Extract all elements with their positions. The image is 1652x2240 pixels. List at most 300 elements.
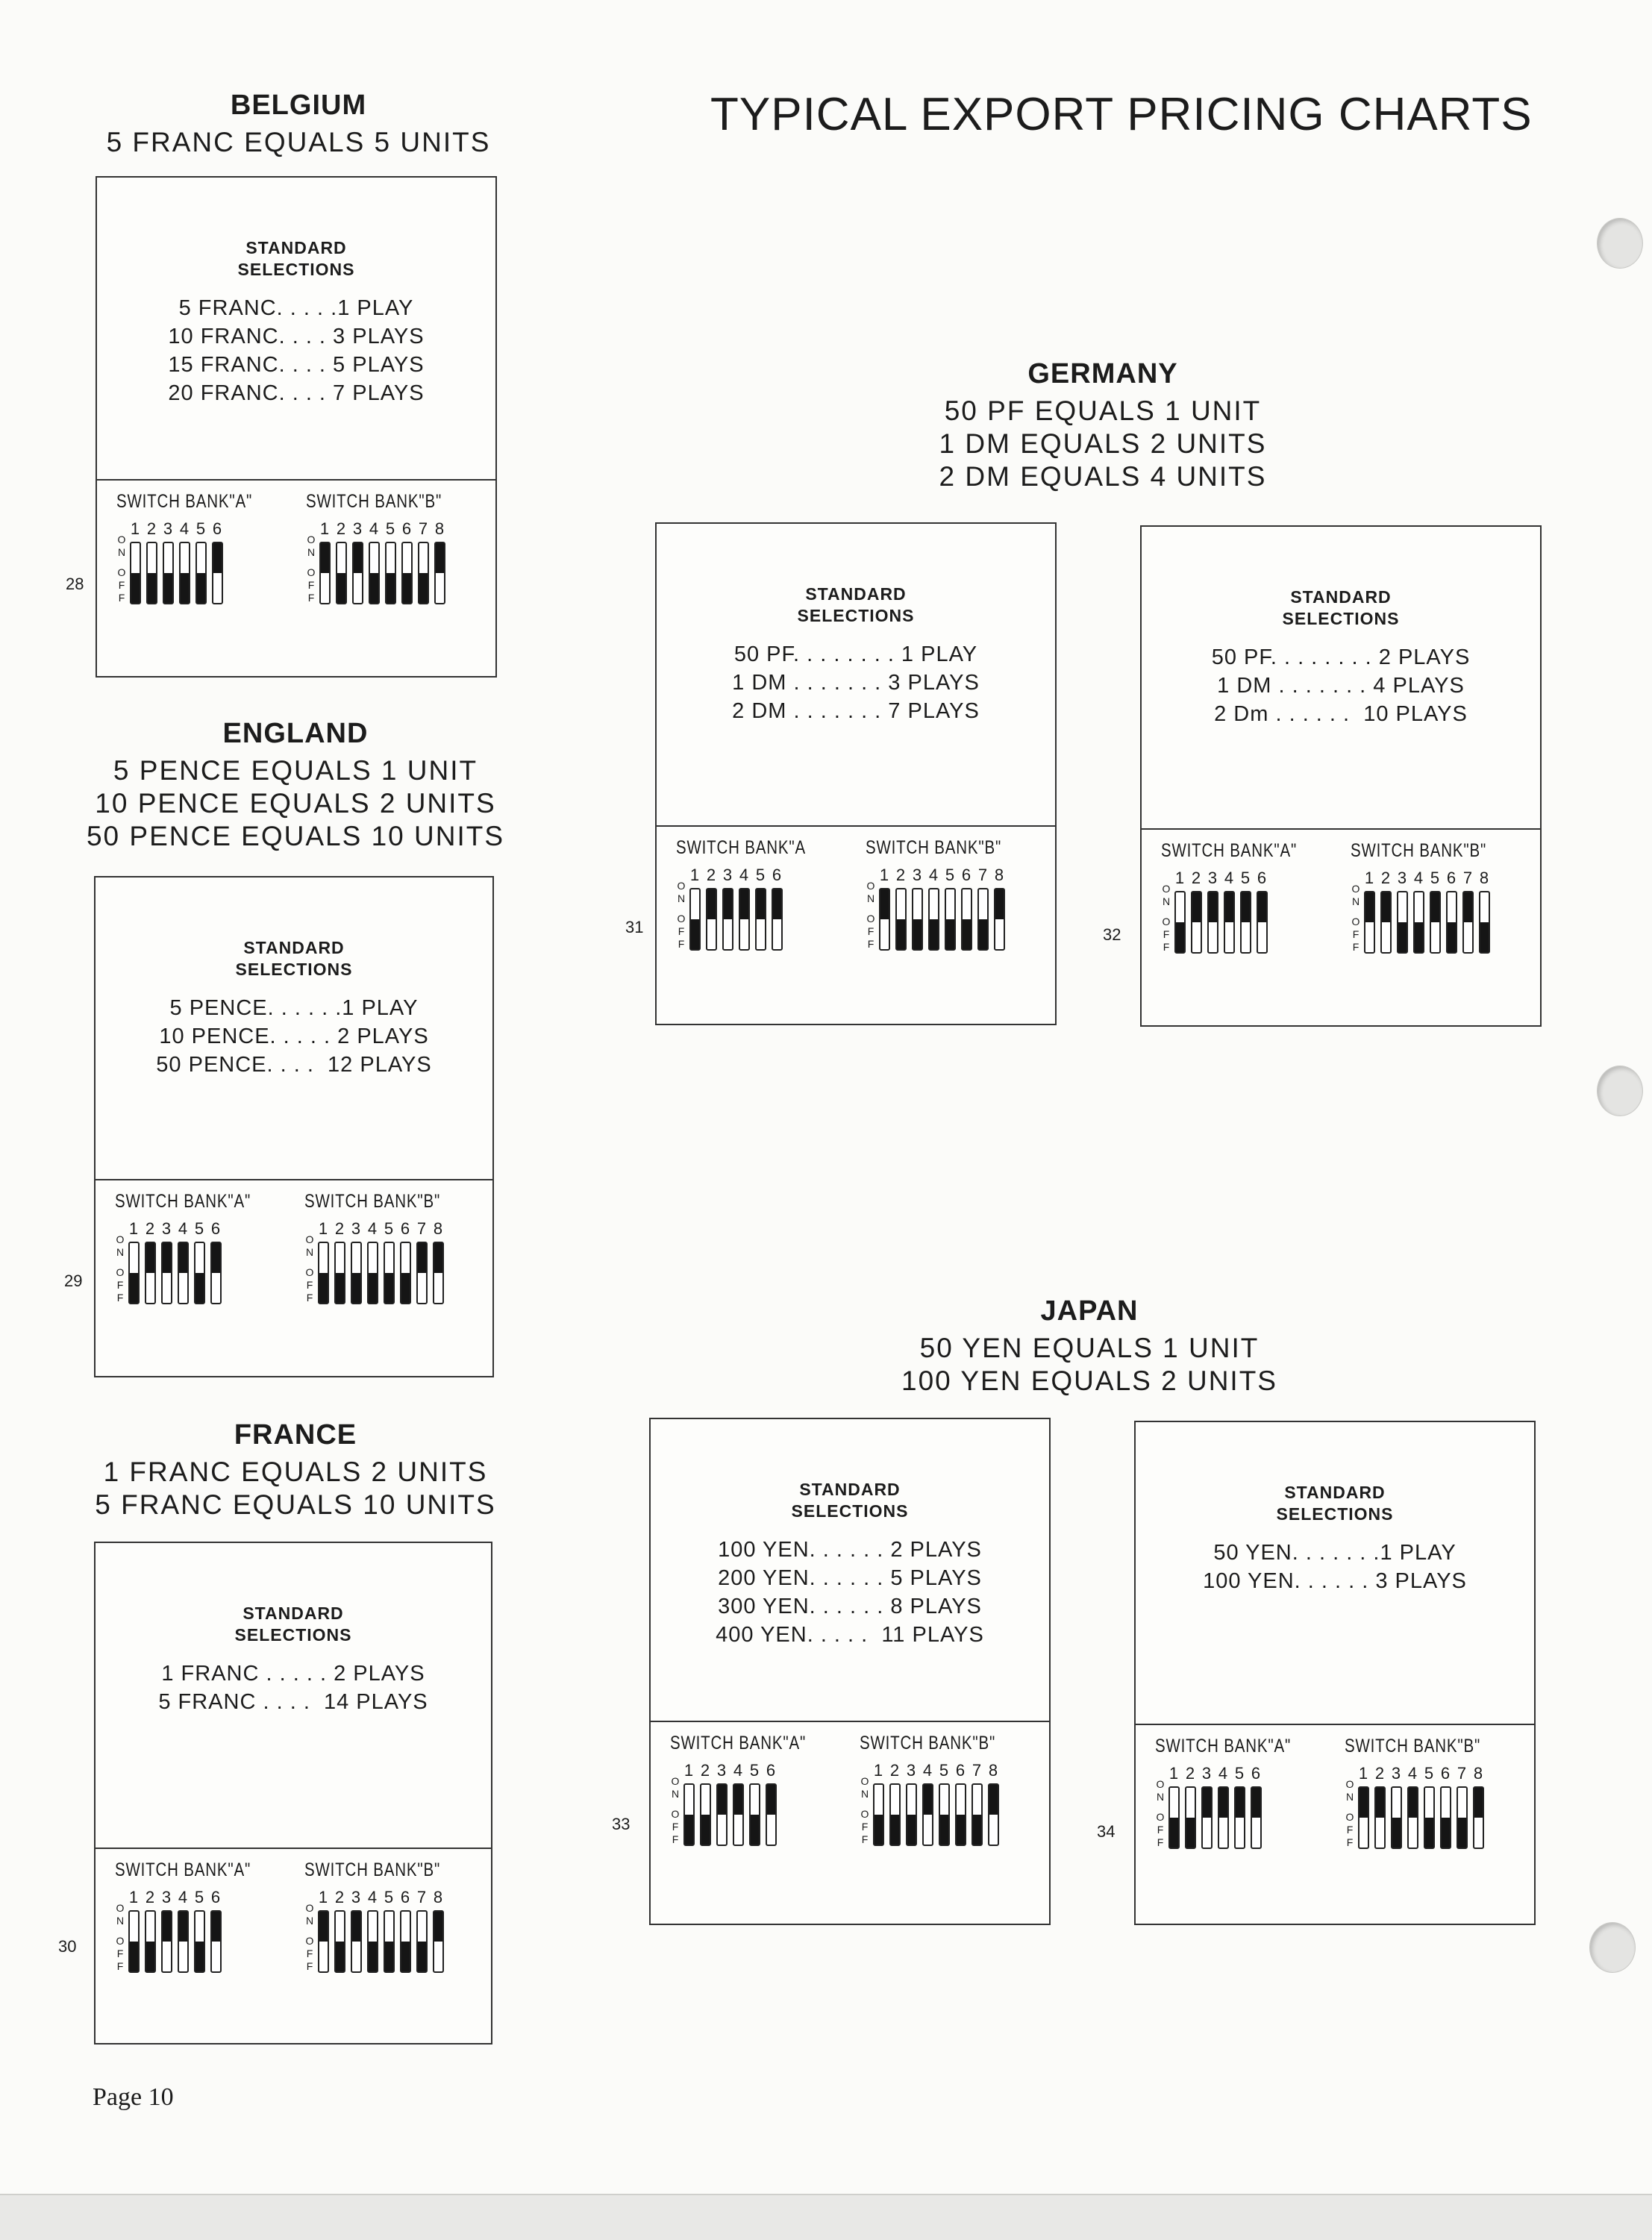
dip-switch-lever [930,919,938,949]
on-off-letter: F [116,1948,124,1959]
switch-number: 8 [433,1888,443,1906]
switch-number: 3 [161,1888,172,1906]
dip-switch-lever [701,1815,710,1845]
on-off-letter: O [1351,883,1360,895]
dip-switch-4[interactable] [369,542,380,604]
selections-list [1142,643,1540,728]
dip-switch-8[interactable] [433,1242,444,1304]
dip-switch-5[interactable] [1240,891,1251,954]
dip-switch-3[interactable] [1201,1786,1213,1849]
selection-line: 10 FRANC. . . . 3 PLAYS [168,325,425,348]
on-off-letter: F [306,1948,313,1959]
dip-switch-2[interactable] [1185,1786,1196,1849]
dip-switch-7[interactable] [1457,1786,1468,1849]
dip-switch-lever [1464,892,1472,922]
dip-switch-lever [434,1912,442,1942]
dip-switch-lever [1236,1788,1244,1818]
on-off-letter: O [117,566,126,578]
dip-switch-lever [1442,1818,1450,1848]
country-name: ENGLAND [222,718,369,749]
dip-switch-4[interactable] [179,542,190,604]
standard-selections-area [1136,1422,1534,1725]
selection-line: 100 YEN. . . . . . 2 PLAYS [718,1538,982,1562]
switch-number: 6 [955,1761,966,1780]
on-off-letter: O [116,1935,125,1947]
scan-bottom-edge [0,2194,1652,2240]
dip-switch-lever [946,919,954,949]
dip-switch-lever [1431,892,1439,922]
on-off-letter: O [305,1233,314,1245]
dip-switch-lever [213,543,222,573]
switch-number: 1 [128,1219,139,1238]
switch-number: 5 [384,1219,394,1238]
dip-switch-8[interactable] [1479,891,1490,954]
pricing-panel [96,176,497,678]
figure-number: 28 [66,575,84,593]
selections-list [657,640,1055,725]
dip-switch-lever [212,1912,220,1942]
dip-switch-lever [1219,1788,1227,1818]
dip-switch-2[interactable] [1191,891,1202,954]
switch-bank-label: SWITCH BANK"B" [1345,1736,1481,1756]
switch-number: 4 [1218,1764,1228,1783]
switch-number: 4 [367,1888,378,1906]
dip-switch-5[interactable] [755,888,766,951]
dip-switch-8[interactable] [433,1910,444,1973]
dip-switch-4[interactable] [928,888,939,951]
dip-switch-lever [875,1815,883,1845]
switch-number: 2 [146,519,157,538]
dip-switch-2[interactable] [145,1242,156,1304]
country-header-england [75,718,516,853]
switch-number: 2 [895,866,906,884]
selections-list [651,1536,1049,1649]
dip-switch-6[interactable] [772,888,783,951]
selection-line: 1 FRANC . . . . . 2 PLAYS [161,1662,425,1686]
on-off-letter: O [1156,1811,1165,1823]
dip-switch-5[interactable] [1234,1786,1245,1849]
switch-number: 6 [1257,869,1267,887]
selection-line: 300 YEN. . . . . . 8 PLAYS [718,1595,982,1618]
dip-switch-1[interactable] [128,1242,140,1304]
dip-switch-2[interactable] [145,1910,156,1973]
dip-switch-7[interactable] [416,1242,428,1304]
dip-switch-lever [403,573,411,603]
pricing-panel [655,522,1057,1025]
switch-number: 1 [1174,869,1185,887]
on-off-letter: O [1351,916,1360,927]
switch-number: 1 [1358,1764,1368,1783]
on-off-letter: F [1346,1824,1354,1836]
dip-switch-3[interactable] [716,1783,728,1846]
dip-switch-4[interactable] [178,1910,189,1973]
equivalence-line: 1 FRANC EQUALS 2 UNITS [103,1457,488,1487]
on-off-letter: O [1156,1778,1165,1790]
dip-switch-6[interactable] [961,888,972,951]
selection-line: 5 PENCE. . . . . .1 PLAY [169,996,419,1020]
standard-selections-line: SELECTIONS [1282,609,1400,628]
dip-switch-lever [369,1942,377,1971]
switch-number: 1 [1364,869,1374,887]
switch-number: 5 [1430,869,1440,887]
dip-switch-lever [1425,1818,1433,1848]
dip-switch-3[interactable] [161,1242,172,1304]
dip-switch-8[interactable] [1473,1786,1484,1849]
dip-switch-lever [1392,1818,1401,1848]
switch-bank-label: SWITCH BANK"B" [866,837,1002,858]
switch-number: 2 [145,1219,155,1238]
country-name: BELGIUM [230,90,367,121]
dip-switch-6[interactable] [210,1910,222,1973]
pricing-panel [94,876,494,1377]
dip-switch-4[interactable] [739,888,750,951]
dip-switch-lever [1365,892,1374,922]
dip-switch-lever [1415,922,1423,952]
on-off-letter: O [677,880,686,892]
switch-bank-label: SWITCH BANK"A [676,837,806,858]
dip-switch-6[interactable] [400,1910,411,1973]
dip-switch-lever [321,543,329,573]
dip-switch-5[interactable] [194,1242,205,1304]
selection-line: 400 YEN. . . . . 11 PLAYS [716,1623,984,1647]
on-off-letter: N [307,546,316,558]
dip-switch-1[interactable] [1364,891,1375,954]
selection-line: 50 PENCE. . . . 12 PLAYS [156,1053,432,1077]
dip-switch-6[interactable] [955,1783,966,1846]
selection-line: 5 FRANC . . . . 14 PLAYS [158,1690,428,1714]
dip-switch-1[interactable] [128,1910,140,1973]
dip-switch-lever [767,1785,775,1815]
equivalence-line: 50 PF EQUALS 1 UNIT [944,395,1262,426]
country-header-germany [879,358,1327,493]
dip-switch-1[interactable] [318,1910,329,1973]
dip-switch-8[interactable] [994,888,1005,951]
dip-switch-5[interactable] [195,542,207,604]
on-off-letter: O [307,534,316,545]
standard-selections-area [96,1543,491,1849]
on-off-letter: N [866,892,875,904]
switch-number: 5 [755,866,766,884]
dip-switch-lever [913,919,922,949]
on-off-letter: O [671,1775,680,1787]
dip-switch-5[interactable] [945,888,956,951]
dip-switch-7[interactable] [972,1783,983,1846]
switch-number: 3 [1207,869,1218,887]
switch-number: 1 [319,519,330,538]
on-off-letter: O [860,1775,869,1787]
standard-selections-area [96,877,492,1180]
switch-number: 2 [1185,1764,1195,1783]
dip-switch-lever [197,573,205,603]
switch-number: 1 [873,1761,883,1780]
figure-number: 33 [612,1815,631,1833]
pricing-panel [649,1418,1051,1925]
switch-number: 5 [939,1761,949,1780]
dip-switch-4[interactable] [733,1783,744,1846]
on-off-letter: O [1162,916,1171,927]
switch-bank-label: SWITCH BANK"B" [306,491,442,512]
dip-switch-lever [995,889,1004,919]
dip-switch-6[interactable] [212,542,223,604]
dip-switch-7[interactable] [418,542,429,604]
standard-selections-line: SELECTIONS [237,260,355,279]
dip-switch-lever [146,1942,154,1971]
dip-switch-7[interactable] [416,1910,428,1973]
dip-switch-3[interactable] [722,888,733,951]
on-off-letter: F [116,1279,124,1291]
dip-switch-lever [1480,922,1489,952]
dip-switch-2[interactable] [334,1242,345,1304]
dip-switch-6[interactable] [766,1783,777,1846]
dip-switch-1[interactable] [1168,1786,1180,1849]
equivalence-line: 1 DM EQUALS 2 UNITS [939,428,1267,459]
dip-switch-lever [401,1942,410,1971]
dip-switch-lever [418,1243,426,1273]
switch-bank-label: SWITCH BANK"B" [304,1191,441,1212]
on-off-letter: O [677,913,686,925]
dip-switch-5[interactable] [384,1910,395,1973]
dip-switch-6[interactable] [401,542,413,604]
on-off-letter: F [861,1833,869,1845]
switch-number: 7 [972,1761,982,1780]
switch-number: 4 [367,1219,378,1238]
on-off-letter: N [1156,1791,1165,1803]
dip-switch-6[interactable] [1440,1786,1451,1849]
dip-switch-lever [773,889,781,919]
switch-number: 4 [1413,869,1424,887]
dip-switch-4[interactable] [1413,891,1424,954]
dip-switch-lever [352,1273,360,1303]
country-header-japan [866,1295,1313,1398]
dip-switch-3[interactable] [1397,891,1408,954]
dip-switch-5[interactable] [749,1783,760,1846]
dip-switch-3[interactable] [351,1910,362,1973]
dip-switch-5[interactable] [385,542,396,604]
dip-switch-lever [1170,1818,1178,1848]
selections-list [96,1659,491,1716]
dip-switch-6[interactable] [1257,891,1268,954]
switch-banks [651,1733,1049,1921]
switch-number: 3 [163,519,173,538]
switch-number: 4 [178,1888,188,1906]
selection-line: 50 PF. . . . . . . . 1 PLAY [733,642,978,666]
switch-number: 6 [212,519,222,538]
dip-switch-3[interactable] [351,1242,362,1304]
selection-line: 200 YEN. . . . . . 5 PLAYS [718,1566,982,1590]
dip-switch-lever [352,1912,360,1942]
binder-hole [1589,1922,1636,1973]
page-title: TYPICAL EXPORT PRICING CHARTS [710,89,1533,140]
dip-switch-1[interactable] [879,888,890,951]
dip-switch-lever [757,889,765,919]
selection-line: 100 YEN. . . . . . 3 PLAYS [1203,1569,1467,1593]
on-off-letter: O [116,1902,125,1914]
switch-number: 1 [128,1888,139,1906]
dip-switch-8[interactable] [988,1783,999,1846]
selection-line: 2 DM . . . . . . . 7 PLAYS [732,699,980,723]
dip-switch-5[interactable] [1424,1786,1435,1849]
dip-switch-2[interactable] [706,888,717,951]
switch-number: 2 [145,1888,155,1906]
dip-switch-2[interactable] [895,888,907,951]
on-off-letter: F [1346,1836,1354,1848]
switch-bank-label: SWITCH BANK"A" [116,491,253,512]
dip-switch-2[interactable] [1380,891,1392,954]
dip-switch-lever [1376,1788,1384,1818]
switch-bank-label: SWITCH BANK"A" [115,1859,251,1880]
dip-switch-lever [973,1815,981,1845]
on-off-letter: N [860,1788,869,1800]
dip-switch-lever [212,1243,220,1273]
standard-selections-line: STANDARD [243,938,345,957]
standard-selections-title [96,1603,491,1646]
dip-switch-3[interactable] [906,1783,917,1846]
switch-number: 3 [1201,1764,1212,1783]
equivalence-line: 5 FRANC EQUALS 10 UNITS [95,1489,496,1520]
switch-number: 3 [722,866,733,884]
dip-switch-5[interactable] [384,1242,395,1304]
dip-switch-lever [891,1815,899,1845]
dip-switch-2[interactable] [889,1783,901,1846]
switch-number: 1 [689,866,700,884]
dip-switch-lever [369,1273,377,1303]
on-off-letter: O [307,566,316,578]
on-off-letter: F [861,1821,869,1833]
switch-number: 6 [766,1761,776,1780]
on-off-letter: F [867,925,875,937]
switch-number: 8 [994,866,1004,884]
on-off-letter: O [1162,883,1171,895]
dip-switch-3[interactable] [352,542,363,604]
switch-number: 5 [1240,869,1251,887]
dip-switch-1[interactable] [319,542,331,604]
dip-switch-3[interactable] [161,1910,172,1973]
dip-switch-5[interactable] [1430,891,1441,954]
dip-switch-2[interactable] [334,1910,345,1973]
equivalence-line: 5 PENCE EQUALS 1 UNIT [113,755,478,786]
dip-switch-lever [897,919,905,949]
dip-switch-5[interactable] [194,1910,205,1973]
dip-switch-lever [724,889,732,919]
dip-switch-2[interactable] [700,1783,711,1846]
dip-switch-1[interactable] [1174,891,1186,954]
dip-switch-lever [1458,1818,1466,1848]
dip-switch-2[interactable] [336,542,347,604]
switch-number: 5 [385,519,395,538]
dip-switch-lever [436,543,444,573]
selection-line: 5 FRANC. . . . .1 PLAY [178,296,414,320]
country-name: GERMANY [1027,358,1178,390]
dip-switch-1[interactable] [873,1783,884,1846]
on-off-letter: F [306,1292,313,1304]
on-off-letter: F [1157,1836,1164,1848]
dip-switch-4[interactable] [178,1242,189,1304]
dip-switch-6[interactable] [210,1242,222,1304]
on-off-letter: F [307,592,315,604]
dip-switch-5[interactable] [939,1783,950,1846]
dip-switch-1[interactable] [1358,1786,1369,1849]
dip-switch-6[interactable] [400,1242,411,1304]
dip-switch-4[interactable] [367,1242,378,1304]
dip-switch-3[interactable] [1207,891,1218,954]
dip-switch-3[interactable] [1391,1786,1402,1849]
switch-number: 8 [434,519,445,538]
on-off-letter: O [671,1808,680,1820]
dip-switch-lever [957,1815,965,1845]
dip-switch-8[interactable] [434,542,445,604]
dip-switch-lever [354,543,362,573]
dip-switch-2[interactable] [146,542,157,604]
dip-switch-lever [1382,892,1390,922]
switch-number: 7 [977,866,988,884]
dip-switch-1[interactable] [683,1783,695,1846]
on-off-letter: N [305,1915,314,1927]
dip-switch-4[interactable] [1224,891,1235,954]
switch-number: 2 [889,1761,900,1780]
dip-switch-1[interactable] [689,888,701,951]
switch-bank-label: SWITCH BANK"A" [115,1191,251,1212]
switch-number: 5 [945,866,955,884]
dip-switch-4[interactable] [1218,1786,1229,1849]
dip-switch-2[interactable] [1374,1786,1386,1849]
switch-number: 5 [195,519,206,538]
switch-number: 4 [922,1761,933,1780]
switch-banks [1136,1736,1534,1921]
dip-switch-1[interactable] [130,542,141,604]
switch-bank-label: SWITCH BANK"A" [1161,840,1298,861]
dip-switch-lever [979,919,987,949]
binder-hole [1597,218,1643,269]
dip-switch-4[interactable] [367,1910,378,1973]
dip-switch-6[interactable] [1446,891,1457,954]
country-name: FRANCE [234,1419,357,1451]
dip-switch-lever [337,573,345,603]
dip-switch-4[interactable] [1407,1786,1418,1849]
dip-switch-lever [1409,1788,1417,1818]
standard-selections-area [97,178,495,481]
standard-selections-title [651,1479,1049,1522]
on-off-letter: O [116,1266,125,1278]
pricing-panel [1140,525,1542,1027]
dip-switch-6[interactable] [1251,1786,1262,1849]
dip-switch-3[interactable] [163,542,174,604]
switch-number: 3 [1397,869,1407,887]
dip-switch-7[interactable] [1462,891,1474,954]
dip-switch-3[interactable] [912,888,923,951]
page-number: Page 10 [93,2083,174,2111]
dip-switch-7[interactable] [977,888,989,951]
dip-switch-lever [1242,892,1250,922]
selection-line: 20 FRANC. . . . 7 PLAYS [168,381,425,405]
dip-switch-lever [718,1785,726,1815]
switch-banks [657,837,1055,1021]
dip-switch-1[interactable] [318,1242,329,1304]
dip-switch-4[interactable] [922,1783,933,1846]
switch-number: 5 [194,1888,204,1906]
on-off-letter: F [1352,928,1360,940]
switch-number: 4 [1224,869,1234,887]
switch-number: 6 [1446,869,1457,887]
figure-number: 31 [625,918,644,936]
switch-number: 7 [418,519,428,538]
standard-selections-line: STANDARD [243,1604,344,1623]
on-off-letter: O [305,1935,314,1947]
dip-switch-lever [181,573,189,603]
on-off-letter: F [116,1960,124,1972]
dip-switch-lever [434,1243,442,1273]
standard-selections-title [1136,1482,1534,1525]
switch-number: 3 [351,1888,361,1906]
